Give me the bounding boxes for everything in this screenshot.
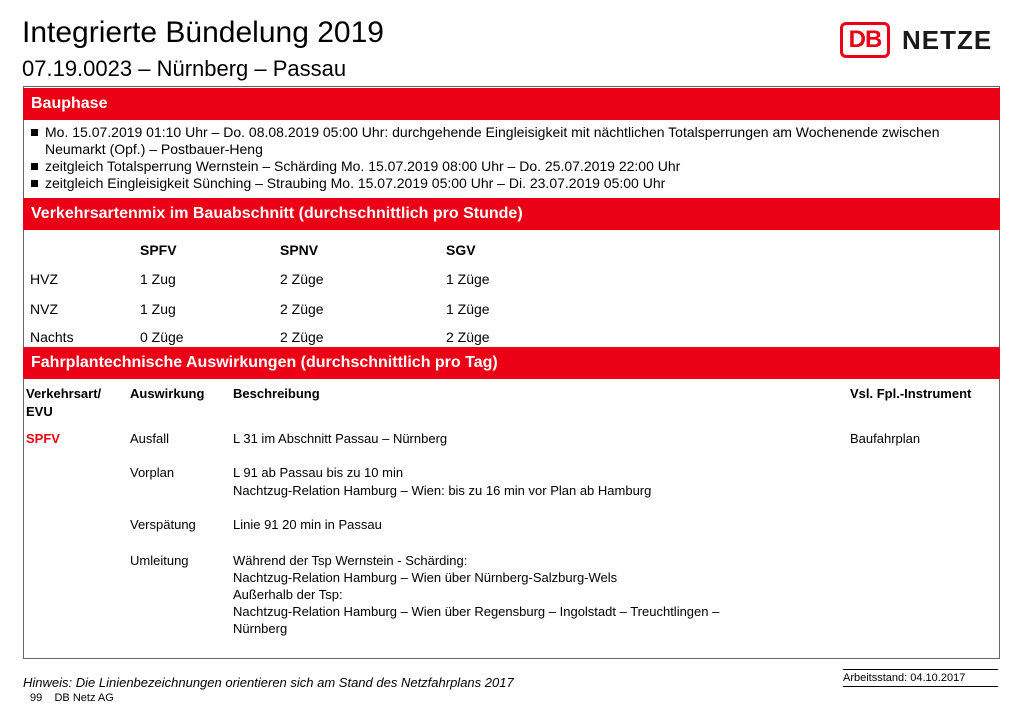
col-header-sgv: SGV (446, 242, 476, 258)
table-cell: 0 Züge (140, 329, 184, 345)
table-cell: 2 Züge (446, 329, 490, 345)
db-netze-logo (840, 20, 992, 60)
table-cell: 2 Züge (280, 301, 324, 317)
beschreibung-line: L 91 ab Passau bis zu 10 min (233, 465, 404, 480)
beschreibung-line: Nachtzug-Relation Hamburg – Wien: bis zu 16 min vor Plan ab Hamburg (233, 483, 652, 498)
beschreibung-line: Außerhalb der Tsp: (233, 587, 343, 602)
page-title: Integrierte Bündelung 2019 (22, 16, 384, 49)
db-logo-icon: DB (840, 22, 890, 58)
beschreibung-line: Nachtzug-Relation Hamburg – Wien über Nürnberg-Salzburg-Wels (233, 570, 618, 585)
col-header-spfv: SPFV (140, 242, 177, 258)
list-item: zeitgleich Totalsperrung Wernstein – Schärding Mo. 15.07.2019 08:00 Uhr – Do. 25.07.2019 22:00 Uhr (30, 158, 990, 175)
verkehrsart-spfv: SPFV (26, 431, 60, 446)
table-cell: 1 Züge (446, 271, 490, 287)
col-header-instrument: Vsl. Fpl.-Instrument (850, 386, 972, 401)
arbeitsstand: Arbeitsstand: 04.10.2017 (843, 669, 998, 687)
bauphase-list (30, 124, 990, 192)
auswirkung-verspaetung: Verspätung (130, 517, 196, 532)
beschreibung-line: Linie 91 20 min in Passau (233, 517, 382, 532)
col-header-verkehrsart: Verkehrsart/ (26, 386, 102, 401)
verkehrsartenmix-heading: Verkehrsartenmix im Bauabschnitt (durchschnittlich pro Stunde) (23, 198, 1000, 230)
table-cell: 2 Züge (280, 271, 324, 287)
list-item: zeitgleich Eingleisigkeit Sünching – Straubing Mo. 15.07.2019 05:00 Uhr – Di. 23.07.2019 05:00 Uhr (30, 175, 990, 192)
auswirkung-vorplan: Vorplan (130, 465, 175, 480)
instrument-baufahrplan: Baufahrplan (850, 431, 921, 446)
table-cell: 1 Züge (446, 301, 490, 317)
beschreibung-line: Während der Tsp Wernstein - Schärding: (233, 553, 468, 568)
row-label-nvz: NVZ (30, 301, 58, 317)
list-item: Mo. 15.07.2019 01:10 Uhr – Do. 08.08.2019 05:00 Uhr: durchgehende Eingleisigkeit mit nächtlichen Totalsperrungen am Wochenende zwischen Neumarkt (Opf.) – Postbauer-Heng (30, 124, 990, 158)
page-footer (30, 692, 114, 704)
beschreibung-line: L 31 im Abschnitt Passau – Nürnberg (233, 431, 448, 446)
col-header-beschreibung: Beschreibung (233, 386, 320, 401)
auswirkung-umleitung: Umleitung (130, 553, 189, 568)
table-cell: 1 Zug (140, 271, 176, 287)
beschreibung-line: Nürnberg (233, 621, 288, 636)
fahrplan-heading: Fahrplantechnische Auswirkungen (durchschnittlich pro Tag) (23, 347, 1000, 379)
col-header-evu: EVU (26, 404, 53, 419)
row-label-hvz: HVZ (30, 271, 58, 287)
netze-label: NETZE (902, 24, 993, 55)
page-subtitle: 07.19.0023 – Nürnberg – Passau (22, 56, 347, 81)
table-cell: 1 Zug (140, 301, 176, 317)
beschreibung-line: Nachtzug-Relation Hamburg – Wien über Regensburg – Ingolstadt – Treuchtlingen – (233, 604, 720, 619)
auswirkung-ausfall: Ausfall (130, 431, 170, 446)
row-label-nachts: Nachts (30, 329, 74, 345)
hinweis-note: Hinweis: Die Linienbezeichnungen orientieren sich am Stand des Netzfahrplans 2017 (23, 675, 514, 690)
page-number: 99 (30, 692, 43, 704)
col-header-spnv: SPNV (280, 242, 319, 258)
col-header-auswirkung: Auswirkung (130, 386, 205, 401)
table-cell: 2 Züge (280, 329, 324, 345)
company-name: DB Netz AG (54, 692, 114, 704)
bauphase-heading: Bauphase (23, 88, 1000, 120)
